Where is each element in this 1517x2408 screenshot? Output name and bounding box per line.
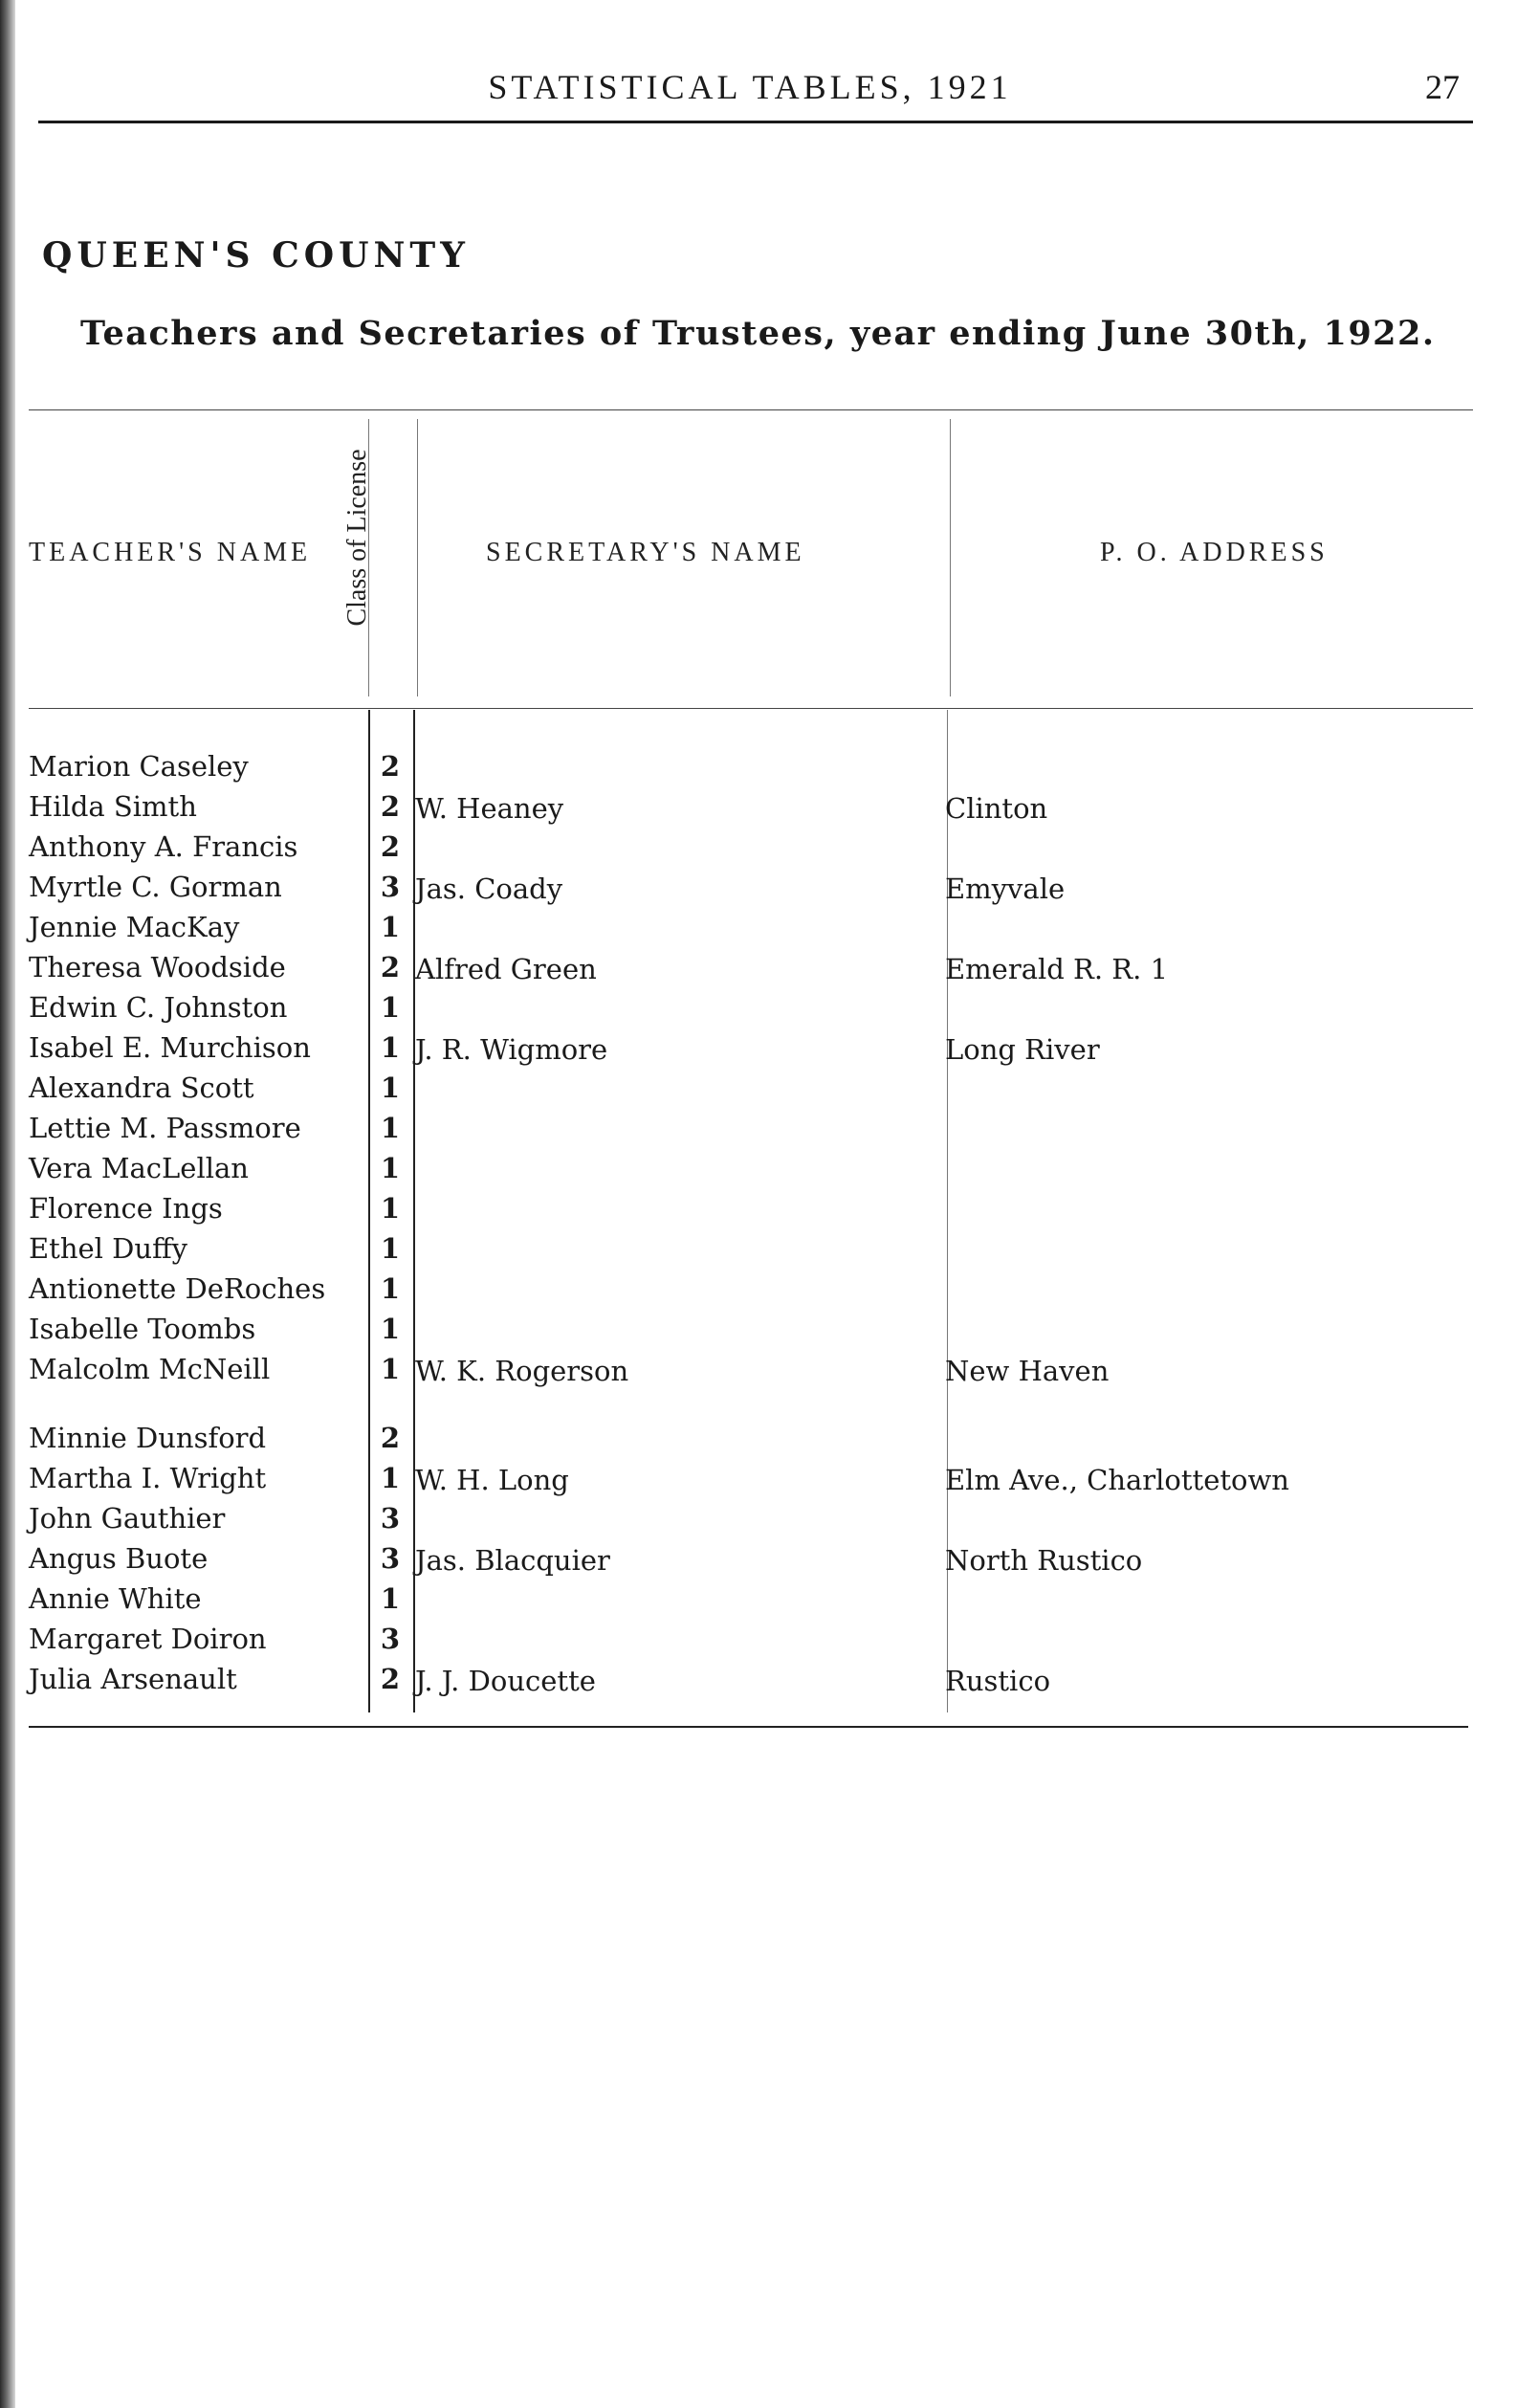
secretary-name [406, 746, 932, 786]
license-class: 2 [380, 1663, 400, 1695]
teacher-name: Theresa Woodside [29, 951, 286, 983]
po-address: Rustico [945, 1665, 1051, 1697]
table-row [27, 1108, 1442, 1148]
license-class: 1 [380, 1071, 400, 1104]
page-number: 27 [1425, 68, 1460, 106]
secretary-name [406, 1188, 932, 1228]
table-row [27, 1349, 1442, 1389]
secretary-name: Alfred Green [415, 953, 597, 985]
license-class: 2 [380, 790, 400, 823]
secretary-name [406, 987, 932, 1027]
page-binding-shadow [0, 0, 15, 2408]
license-class: 1 [380, 1031, 400, 1064]
po-address [932, 1188, 1442, 1228]
po-address [932, 1269, 1442, 1309]
po-address [932, 1579, 1442, 1619]
table-row [27, 1188, 1442, 1228]
license-class: 1 [380, 1232, 400, 1265]
teacher-name: Hilda Simth [29, 790, 197, 823]
license-class: 1 [380, 1192, 400, 1225]
po-address [932, 987, 1442, 1027]
header-divider-address [950, 419, 951, 696]
table-row [27, 1269, 1442, 1309]
table-row [27, 987, 1442, 1027]
po-address [932, 1148, 1442, 1188]
po-address: Clinton [945, 792, 1048, 825]
secretary-name [406, 1418, 932, 1458]
po-address [932, 1619, 1442, 1659]
license-class: 3 [380, 1542, 400, 1575]
table-row [27, 1659, 1442, 1699]
table-row [27, 1498, 1442, 1538]
column-header-teacher: TEACHER'S NAME [29, 538, 312, 567]
table-row [27, 746, 1442, 786]
table-row [27, 1458, 1442, 1498]
running-head [29, 59, 1471, 109]
po-address [932, 1498, 1442, 1538]
license-class: 1 [380, 1313, 400, 1345]
license-class: 1 [380, 1582, 400, 1615]
license-class: 3 [380, 1502, 400, 1535]
license-class: 1 [380, 911, 400, 943]
table-top-rule [29, 409, 1473, 410]
table-row [27, 947, 1442, 987]
license-class: 2 [380, 951, 400, 983]
column-header-address: P. O. ADDRESS [1100, 538, 1329, 567]
secretary-name [406, 1579, 932, 1619]
teacher-name: Alexandra Scott [29, 1071, 254, 1104]
po-address: New Haven [945, 1355, 1110, 1387]
license-class: 1 [380, 991, 400, 1024]
header-rule [38, 121, 1473, 123]
secretary-name [406, 1068, 932, 1108]
po-address: Long River [945, 1033, 1100, 1066]
secretary-name: W. Heaney [415, 792, 564, 825]
teacher-name: Edwin C. Johnston [29, 991, 288, 1024]
po-address [932, 827, 1442, 867]
teachers-table-body [27, 746, 1442, 1699]
teacher-name: Anthony A. Francis [29, 830, 298, 863]
teacher-name: Malcolm McNeill [29, 1353, 271, 1385]
table-row [27, 1228, 1442, 1269]
table-row [27, 1418, 1442, 1458]
teacher-name: Antionette DeRoches [29, 1272, 326, 1305]
license-class: 3 [380, 871, 400, 903]
po-address: Elm Ave., Charlottetown [945, 1464, 1289, 1496]
po-address [932, 1309, 1442, 1349]
secretary-name [406, 1309, 932, 1349]
secretary-name [406, 1619, 932, 1659]
po-address [932, 1228, 1442, 1269]
secretary-name [406, 1148, 932, 1188]
license-class: 2 [380, 1422, 400, 1454]
po-address [932, 1108, 1442, 1148]
teacher-name: Myrtle C. Gorman [29, 871, 282, 903]
table-row [27, 867, 1442, 907]
teacher-name: Margaret Doiron [29, 1623, 267, 1655]
secretary-name [406, 907, 932, 947]
county-heading: QUEEN'S COUNTY [42, 235, 470, 276]
po-address: North Rustico [945, 1544, 1143, 1577]
secretary-name [406, 1228, 932, 1269]
teacher-name: Isabelle Toombs [29, 1313, 256, 1345]
teacher-name: Lettie M. Passmore [29, 1112, 301, 1144]
teacher-name: John Gauthier [29, 1502, 226, 1535]
teacher-name: Martha I. Wright [29, 1462, 267, 1494]
license-class: 3 [380, 1623, 400, 1655]
secretary-name [406, 1108, 932, 1148]
table-row [27, 1027, 1442, 1068]
teacher-name: Julia Arsenault [29, 1663, 237, 1695]
po-address [932, 746, 1442, 786]
teacher-name: Minnie Dunsford [29, 1422, 267, 1454]
po-address [932, 1418, 1442, 1458]
teacher-name: Annie White [29, 1582, 202, 1615]
secretary-name [406, 827, 932, 867]
secretary-name: W. H. Long [415, 1464, 569, 1496]
running-title: STATISTICAL TABLES, 1921 [488, 68, 1012, 106]
po-address [932, 907, 1442, 947]
table-subtitle: Teachers and Secretaries of Trustees, year ending June 30th, 1922. [80, 314, 1436, 353]
table-row [27, 1579, 1442, 1619]
secretary-name: Jas. Coady [415, 873, 563, 905]
secretary-name: J. J. Doucette [415, 1665, 596, 1697]
po-address: Emerald R. R. 1 [945, 953, 1169, 985]
teacher-name: Florence Ings [29, 1192, 223, 1225]
header-bottom-rule [29, 708, 1473, 709]
table-bottom-rule [29, 1726, 1468, 1728]
license-class: 1 [380, 1152, 400, 1184]
license-class: 1 [380, 1272, 400, 1305]
table-row [27, 786, 1442, 827]
table-row [27, 1068, 1442, 1108]
license-class: 2 [380, 750, 400, 783]
table-row [27, 907, 1442, 947]
table-row [27, 1619, 1442, 1659]
table-row [27, 1309, 1442, 1349]
teacher-name: Isabel E. Murchison [29, 1031, 311, 1064]
table-row [27, 827, 1442, 867]
column-header-license: Class of License [342, 449, 372, 627]
secretary-name [406, 1498, 932, 1538]
secretary-name: J. R. Wigmore [415, 1033, 608, 1066]
teacher-name: Vera MacLellan [29, 1152, 249, 1184]
secretary-name [406, 1269, 932, 1309]
teacher-name: Marion Caseley [29, 750, 249, 783]
table-row [27, 1538, 1442, 1579]
license-class: 1 [380, 1462, 400, 1494]
license-class: 2 [380, 830, 400, 863]
column-header-secretary: SECRETARY'S NAME [486, 538, 805, 567]
header-divider-license-right [417, 419, 418, 696]
row-spacer [27, 1389, 1442, 1418]
secretary-name: Jas. Blacquier [415, 1544, 610, 1577]
license-class: 1 [380, 1353, 400, 1385]
teacher-name: Angus Buote [29, 1542, 209, 1575]
license-class: 1 [380, 1112, 400, 1144]
table-row [27, 1148, 1442, 1188]
teachers-table [27, 746, 1442, 1699]
po-address [932, 1068, 1442, 1108]
teacher-name: Ethel Duffy [29, 1232, 188, 1265]
teacher-name: Jennie MacKay [29, 911, 240, 943]
secretary-name: W. K. Rogerson [415, 1355, 629, 1387]
po-address: Emyvale [945, 873, 1066, 905]
